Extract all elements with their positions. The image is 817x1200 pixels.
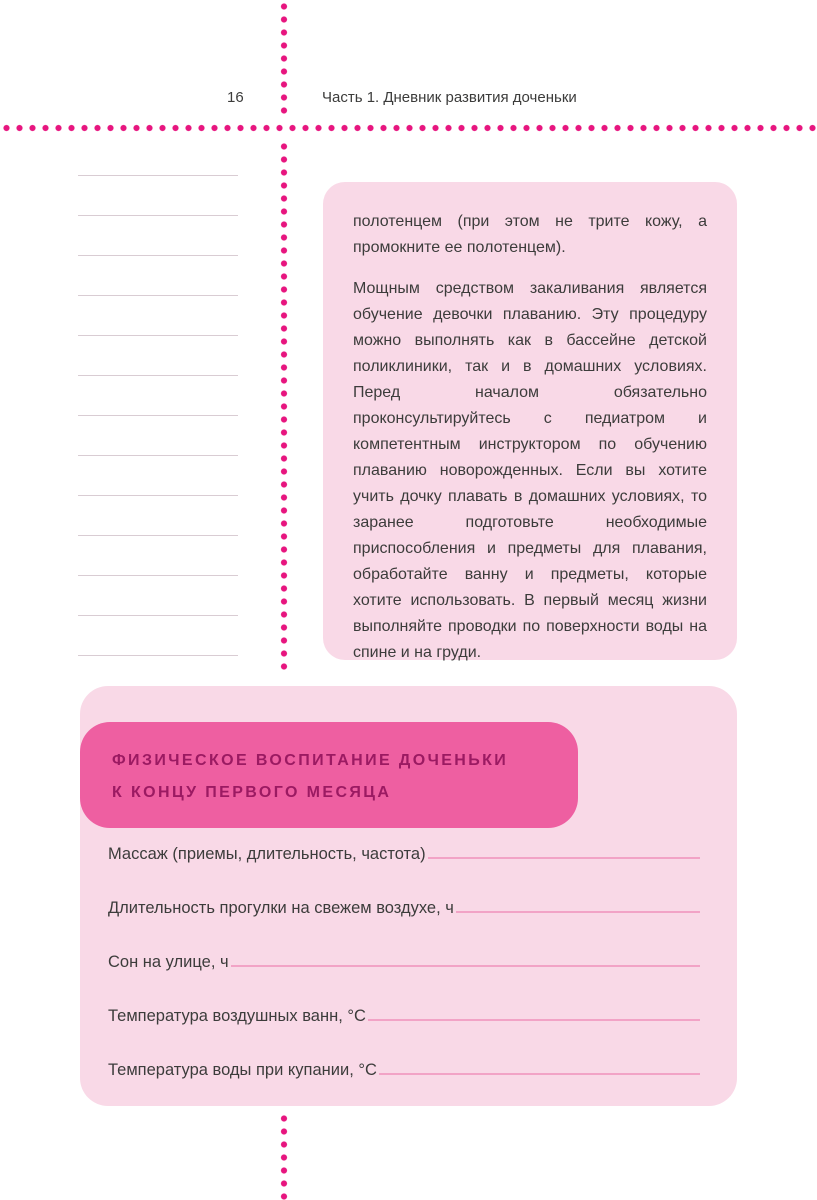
writing-line bbox=[78, 256, 238, 296]
field-blank-line bbox=[428, 857, 700, 859]
section-title-line2: К КОНЦУ ПЕРВОГО МЕСЯЦА bbox=[112, 784, 392, 801]
vertical-dotted-divider-top bbox=[279, 0, 289, 119]
horizontal-dotted-divider bbox=[0, 123, 817, 133]
field-label: Температура воды при купании, °С bbox=[108, 1061, 377, 1079]
writing-lines bbox=[78, 136, 238, 656]
writing-line bbox=[78, 336, 238, 376]
field-label: Сон на улице, ч bbox=[108, 953, 229, 971]
field-label: Массаж (приемы, длительность, частота) bbox=[108, 845, 426, 863]
note-paragraph: Мощным средством закаливания является обучение девочки плаванию. Эту процедуру можно выполнять как в бассейне детской поликлиники, так и в домашних условиях. Перед началом обязательно проконсультируйтесь с педиатром и компетентным инструктором по обучению плаванию новорожденных. Если вы хотите учить дочку плавать в домашних условиях, то заранее подготовьте необходимые приспособления и предметы для плавания, обработайте ванну и предметы, которые хотите использовать. В первый месяц жизни выполняйте проводки по поверхности воды на спине и на груди. bbox=[353, 280, 707, 661]
writing-line bbox=[78, 496, 238, 536]
writing-line bbox=[78, 216, 238, 256]
vertical-dotted-divider-bottom bbox=[279, 1112, 289, 1200]
field-label: Температура воздушных ванн, °С bbox=[108, 1007, 366, 1025]
form-field-row bbox=[108, 899, 700, 918]
field-blank-line bbox=[379, 1073, 700, 1075]
writing-line bbox=[78, 296, 238, 336]
section-title-banner bbox=[80, 722, 578, 828]
writing-line bbox=[78, 416, 238, 456]
form-field-row bbox=[108, 845, 700, 864]
writing-line bbox=[78, 176, 238, 216]
fields bbox=[108, 828, 700, 1080]
field-blank-line bbox=[231, 965, 700, 967]
form-field-row bbox=[108, 1061, 700, 1080]
writing-line bbox=[78, 576, 238, 616]
writing-line bbox=[78, 456, 238, 496]
section-title-line1: ФИЗИЧЕСКОЕ ВОСПИТАНИЕ ДОЧЕНЬКИ bbox=[112, 752, 509, 769]
running-header: Часть 1. Дневник развития доченьки bbox=[322, 89, 577, 106]
page-number: 16 bbox=[227, 89, 244, 106]
vertical-dotted-divider-middle bbox=[279, 140, 289, 674]
field-blank-line bbox=[368, 1019, 700, 1021]
physical-education-section bbox=[80, 686, 737, 1106]
field-label: Длительность прогулки на свежем воздухе, ч bbox=[108, 899, 454, 917]
writing-line bbox=[78, 536, 238, 576]
note-box bbox=[323, 182, 737, 660]
note-box-text bbox=[353, 209, 707, 666]
writing-line bbox=[78, 616, 238, 656]
writing-line bbox=[78, 376, 238, 416]
field-blank-line bbox=[456, 911, 700, 913]
note-paragraph: полотенцем (при этом не трите кожу, а промокните ее полотенцем). bbox=[353, 213, 707, 256]
form-field-row bbox=[108, 953, 700, 972]
writing-line bbox=[78, 136, 238, 176]
form-field-row bbox=[108, 1007, 700, 1026]
